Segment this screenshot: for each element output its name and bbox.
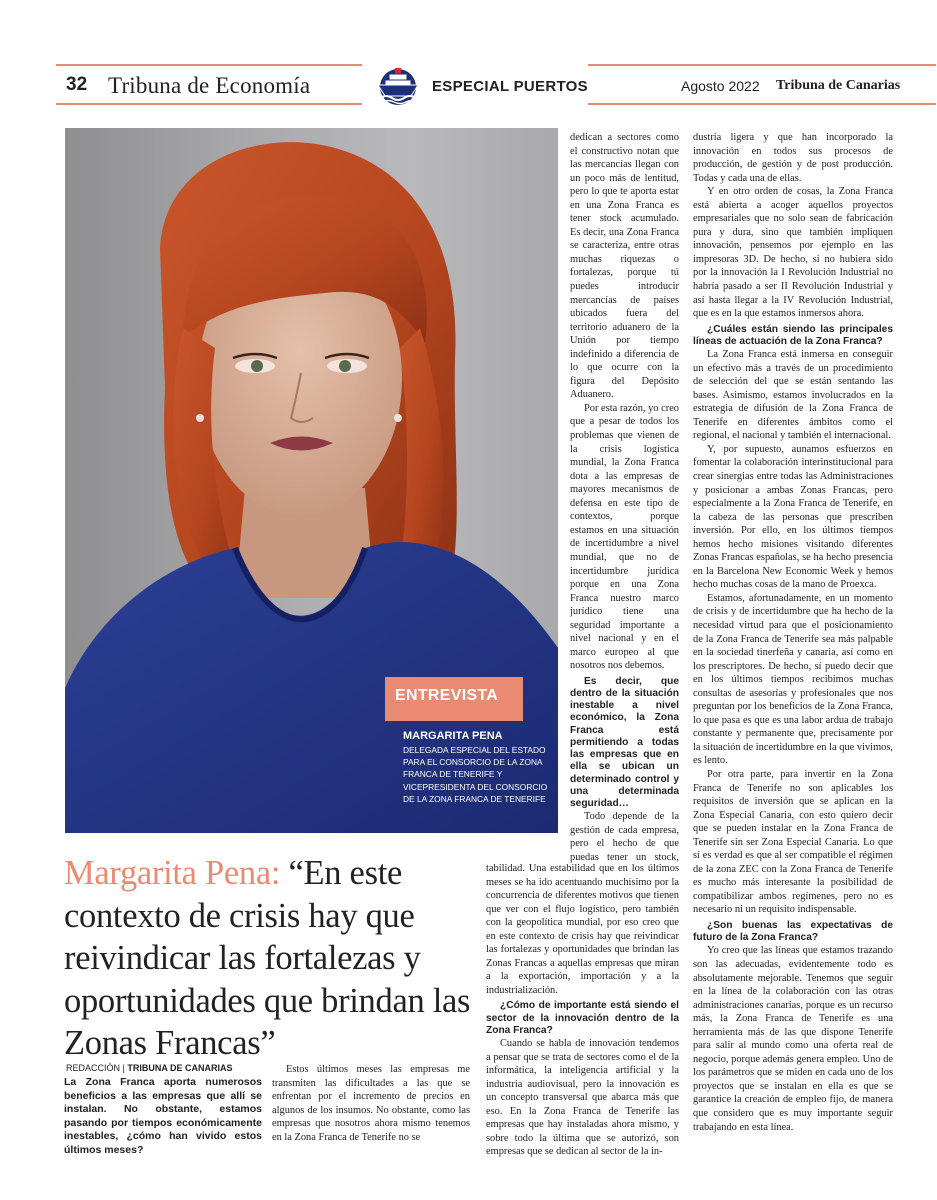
- column-2-bottom: [486, 862, 679, 1176]
- headline-quote: “En este contexto de crisis hay que reivindicar las fortalezas y oportunidades que brindan las Zonas Francas”: [64, 854, 471, 1062]
- column-1-body: [272, 1063, 470, 1175]
- header-rule-right-bottom: [588, 103, 936, 105]
- paragraph: Estos últimos meses las empresas me transmiten las dificultades a las que se enfrentan por el incremento de precios en algunos de los insumos. No obstante, como las empresas que nosotros ahora mismo tenemos en la Zona Franca de Tenerife no se: [272, 1064, 470, 1143]
- newspaper-name: Tribuna de Canarias: [776, 78, 901, 93]
- paragraph: Por otra parte, para invertir en la Zona Franca de Tenerife no son aplicables los requisitos de inversión que se aplican en la Zona Especial Canaria, con esto quiero decir que se pueden instalar en la Zona Franca de Tenerife sin ser Zona Especial Canaria. Lo que sí es verdad es que al ser compatible el régimen de la zona ZEC con la Zona Franca de Tenerife es mucho más interesante la posibilidad de compatibilizar ambos regímenes, pero no es necesario ni un requisito indispensable.: [693, 769, 893, 916]
- paragraph: dedican a sectores como el constructivo notan que las mercancías llegan con un poco más de lentitud, pero lo que te aporta estar en una Zona Franca es tener stock acumulado. Es decir, una Zona Franca se caracteriza, entre otras muchas riquezas o fortalezas, porque tú puedes introducir mercancías de países ubicados fuera del territorio aduanero de la Unión por tiempo indefinido a diferencia de lo que ocurre con la figura del Depósito Aduanero.: [570, 132, 679, 401]
- paragraph: La Zona Franca está inmersa en conseguir un efectivo más a través de un procedimiento de selección del que se están sentando las bases. Asimismo, estamos involucrados en la estrategia de difusión de la Zona Franca de Tenerife en diferentes ámbitos como el regional, el nacional y también el internacional.: [693, 349, 893, 442]
- intro-question: La Zona Franca aporta numerosos beneficios a las empresas que allí se instalan. No obstante, estamos pasando por tiempos económicamente inestables, ¿cómo han vivido estos últimos meses?: [64, 1076, 262, 1156]
- byline-separator: |: [120, 1063, 128, 1073]
- header-rule-right-top: [588, 64, 936, 66]
- portrait-illustration: [65, 128, 558, 833]
- byline-outlet: TRIBUNA DE CANARIAS: [127, 1063, 233, 1073]
- paragraph: Estamos, afortunadamente, en un momento de crisis y de incertidumbre que ha hecho de la necesidad virtud para que el posicionamiento de la Zona Franca de Tenerife sea más palpable en la sociedad tinerfeña y canaria, así como en los prescriptores. De hecho, sí puedo decir que en los últimos tiempos recibimos muchas consultas de asesorías y profesionales que nos preguntan por los beneficios de la Zona Franca, lo que pasa es que es una labor ardua de trabajo constante y permanente que, precisamente por la situación de incertidumbre en la que vivimos, es lento.: [693, 592, 893, 767]
- ship-logo-icon: [374, 64, 422, 106]
- paragraph: Y en otro orden de cosas, la Zona Franca está abierta a acoger aquellos proyectos empresariales que no solo sean de fabricación pura y dura, sino que también impliquen innovación, pensemos por ejemplo en las impresoras 3D. De hecho, si no hubiera sido por la innovación la I Revolución Industrial no habría pasado a ser II Revolución Industrial y así hasta llegar a la IV Revolución Industrial, que es en la que estamos inmersos ahora.: [693, 186, 893, 320]
- caption-role: DELEGADA ESPECIAL DEL ESTADO PARA EL CONSORCIO DE LA ZONA FRANCA DE TENERIFE Y VICEPRESIDENTA DEL CONSORCIO DE LA ZONA FRANCA DE TENERIFE: [403, 745, 548, 804]
- byline: [66, 1063, 233, 1073]
- interview-badge-label: ENTREVISTA: [395, 687, 499, 704]
- headline: [64, 852, 479, 1065]
- portrait-photo: [65, 128, 558, 833]
- header-rule-left-top: [56, 64, 362, 66]
- paragraph: Cuando se habla de innovación tendemos a pensar que se trata de sectores como el de la informática, la inteligencia artificial y la industria audiovisual, pero la innovación es un concepto transversal que abarca más que eso. En la Zona Franca de Tenerife las empresas que hay instaladas ahora mismo, y sobre todo la última que se autorizó, son empresas que se dedican al sector de la in-: [486, 1038, 679, 1158]
- paragraph: Y, por supuesto, aunamos esfuerzos en fomentar la colaboración interinstitucional para crear sinergias entre todas las Administraciones y posicionar a ambas Zonas Francas, pero especialmente a la Zona Franca de Tenerife, en la cabeza de las personas que prescriben inversión. Por ello, en los últimos tiempos hemos hecho misiones visitando diferentes Zonas Francas españolas, se ha hecho presencia en la Barcelona New Economic Week y hemos hecho muchas cosas de la mano de Proexca.: [693, 443, 893, 591]
- headline-name: Margarita Pena:: [64, 854, 281, 892]
- column-3: [693, 131, 893, 1176]
- section-title: Tribuna de Economía: [108, 73, 311, 98]
- paragraph: dustria ligera y que han incorporado la innovación en todos sus procesos de producción, de gestión y de post producción. Todas y cada una de ellas.: [693, 132, 893, 184]
- interview-question: ¿Cuáles están siendo las principales líneas de actuación de la Zona Franca?: [693, 323, 893, 347]
- byline-author: REDACCIÓN: [66, 1063, 121, 1073]
- page-number: 32: [66, 74, 88, 95]
- column-2-top: [570, 131, 679, 866]
- interview-question: ¿Son buenas las expectativas de futuro de la Zona Franca?: [693, 920, 893, 944]
- interview-question: ¿Cómo de importante está siendo el sector de la innovación dentro de la Zona Franca?: [486, 1000, 679, 1036]
- caption-name: MARGARITA PENA: [403, 730, 503, 742]
- header-rule-left-bottom: [56, 103, 362, 105]
- paragraph: tabilidad. Una estabilidad que en los últimos meses se ha ido acentuando muchísimo por la concurrencia de diferentes motivos que tienen que ver con el flujo logístico, pero también con la geopolítica mundial, por eso creo que en este contexto de crisis hay que reivindicar las fortalezas y oportunidades que brindan las Zonas Francas a aquellas empresas que miran a la exportación, importación y a la industrialización.: [486, 863, 679, 996]
- paragraph: Por esta razón, yo creo que a pesar de todos los problemas que vienen de la crisis logística mundial, la Zona Franca dota a las empresas de mayores mecanismos de defensa en este tipo de contextos, porque estamos en una situación de incertidumbre a nivel mundial, que no de incertidumbre jurídica porque en una Zona Franca nuestro marco jurídico tiene una seguridad importante a nivel nacional y en el marco europeo al que nosotros nos debemos.: [570, 402, 679, 672]
- interview-question: Es decir, que dentro de la situación inestable a nivel económico, la Zona Franca está permitiendo a todas las empresas que en ella se ubican un determinado control y una determinada seguridad…: [570, 675, 679, 809]
- special-section-label: ESPECIAL PUERTOS: [432, 78, 588, 95]
- issue-date: Agosto 2022: [681, 78, 760, 94]
- paragraph: Todo depende de la gestión de cada empresa, pero el hecho de que puedas tener un stock,: [570, 811, 679, 863]
- paragraph: Yo creo que las líneas que estamos trazando son las adecuadas, evidentemente todo es absolutamente mejorable. Tenemos que seguir en la línea de la colaboración con las otras administraciones canarias, porque es un recurso más, la Zona Franca de Tenerife es una herramienta más de las que dispone Tenerife para salir al mundo como una oferta real de negocio, porque además genera empleo. Uno de los parámetros que se miden en cada uno de los proyectos que se instalan en ella es que se garantice la creación de empleo fijo, de manera que considero que es muy importante seguir trabajando en esta línea.: [693, 945, 893, 1133]
